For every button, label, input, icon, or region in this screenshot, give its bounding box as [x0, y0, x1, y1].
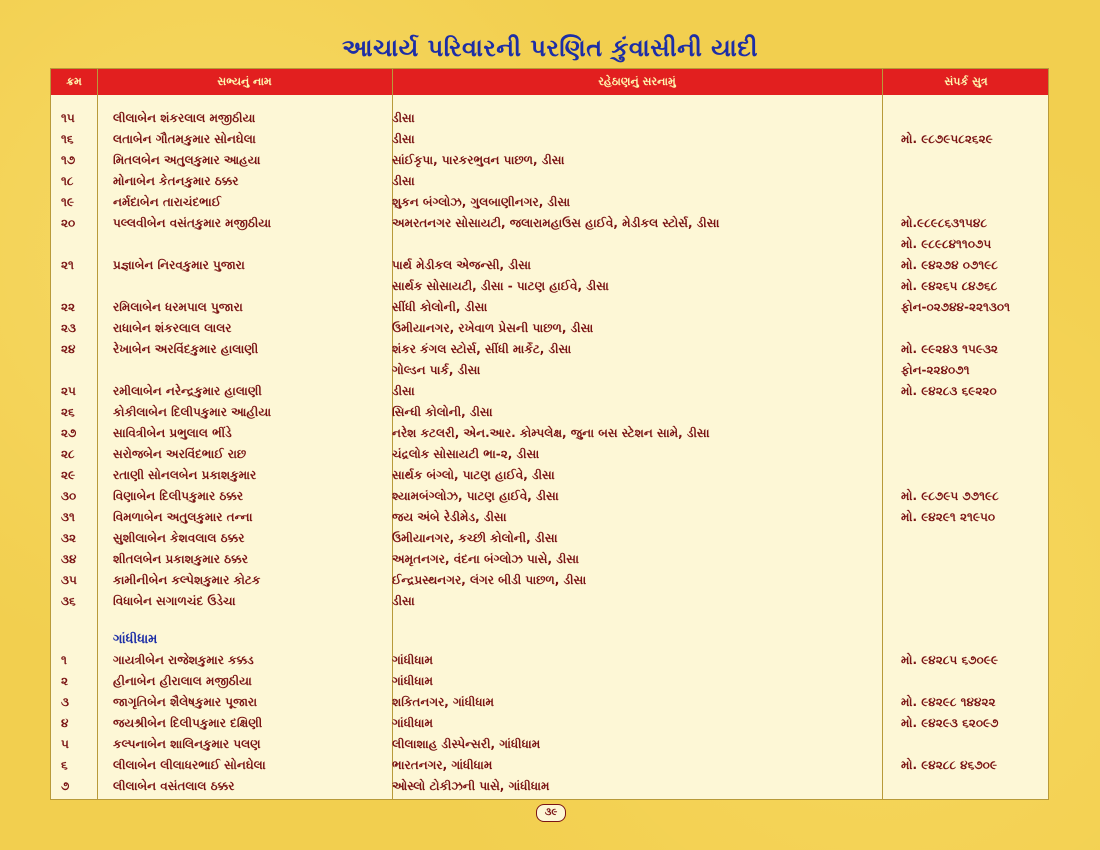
table-row: [51, 445, 1048, 466]
header-name: સભ્યનું નામ: [217, 75, 272, 88]
row-number: ૭: [61, 779, 70, 793]
header-address: રહેઠાણનું સરનામું: [598, 75, 676, 88]
member-name: મિતલબેન અતુલકુમાર આહયા: [113, 153, 261, 167]
member-name: નર્મદાબેન તારાચંદભાઈ: [113, 195, 221, 209]
row-number: ૩૬: [61, 594, 76, 608]
row-number: ૨૬: [61, 405, 75, 419]
table-row: [51, 382, 1048, 403]
table-row: [51, 508, 1048, 529]
member-address: શંકર કંગલ સ્ટોર્સ, સીંધી માર્કેટ, ડીસા: [392, 342, 572, 356]
member-address: ગોલ્ડન પાર્ક, ડીસા: [392, 363, 481, 377]
row-number: ૧૬: [61, 132, 74, 146]
table-row: [51, 529, 1048, 550]
table-row: [51, 571, 1048, 592]
row-number: ૧૫: [61, 111, 75, 125]
table-row: [51, 361, 1048, 382]
table-row: [51, 714, 1048, 735]
member-name: મોનાબેન કેતનકુમાર ઠક્કર: [113, 174, 239, 188]
row-number: ૨૦: [61, 216, 76, 230]
member-name: ગાયત્રીબેન રાજેશકુમાર કક્કડ: [113, 653, 254, 667]
member-contact: મો. ૯૪૨૬૫ ૮૪૭૬૮: [901, 279, 998, 293]
member-address: શકિતનગર, ગાંધીધામ: [392, 695, 494, 709]
member-contact: મો. ૯૮૭૯૫ ૭૭૧૯૮: [901, 489, 999, 503]
member-name: રેખાબેન અરવિંદકુમાર હાલાણી: [113, 342, 259, 356]
member-name: સરોજબેન અરવિંદભાઈ રાછ: [113, 447, 247, 461]
row-number: ૩૫: [61, 573, 77, 587]
member-address: ભારતનગર, ગાંધીધામ: [392, 758, 493, 772]
member-name: વિધાબેન સગાળચંદ ઉડેચા: [113, 594, 236, 608]
member-contact: મો. ૯૮૭૯૫૮૨૬૨૯: [901, 132, 993, 146]
header-contact: સંપર્ક સુત્ર: [944, 75, 988, 88]
page-number: ૩૯: [536, 804, 566, 822]
member-contact: મો. ૯૪૨૮૩ ૬૯૨૨૦: [901, 384, 997, 398]
member-contact: ફોન-૦૨૭૪૪-૨૨૧૩૦૧: [901, 300, 1011, 314]
member-name: હીનાબેન હીરાલાલ મજીઠીયા: [113, 674, 252, 688]
member-contact: મો. ૯૪૨૮૮ ૪૬૭૦૯: [901, 758, 998, 772]
member-contact: મો.૯૮૯૮૬૩૧૫૪૮: [901, 216, 987, 230]
table-row: [51, 466, 1048, 487]
member-name: રમિલાબેન ધરમપાલ પુજારા: [113, 300, 243, 314]
table-row: [51, 214, 1048, 235]
member-address: ડીસા: [392, 384, 415, 398]
table-row: [51, 172, 1048, 193]
table-row: [51, 403, 1048, 424]
row-number: ૫: [61, 737, 69, 751]
header-no: ક્રમ: [66, 75, 82, 88]
row-number: ૩૦: [61, 489, 77, 503]
table-row: [51, 298, 1048, 319]
member-contact: મો. ૯૪૨૭૪ ૦૭૧૯૮: [901, 258, 998, 272]
member-name: પ્રજ્ઞાબેન નિરવકુમાર પુજારા: [113, 258, 245, 272]
row-number: ૨૧: [61, 258, 74, 272]
member-address: ઉમીયાનગર, રખેવાળ પ્રેસની પાછળ, ડીસા: [392, 321, 594, 335]
member-name: જયશ્રીબેન દિલીપકુમાર દક્ષિણી: [113, 716, 263, 730]
member-address: શુકન બંગ્લોઝ, ગુલબાણીનગર, ડીસા: [392, 195, 571, 209]
row-number: ૩૪: [61, 552, 77, 566]
member-name: કોકીલાબેન દિલીપકુમાર આહીયા: [113, 405, 272, 419]
member-name: રાધાબેન શંકરલાલ લાલર: [113, 321, 232, 335]
member-contact: મો. ૯૮૯૮૪૧૧૦૭૫: [901, 237, 992, 251]
member-address: સાંઈકૃપા, પારકરભુવન પાછળ, ડીસા: [392, 153, 565, 167]
row-number: ૩૨: [61, 531, 77, 545]
member-address: ડીસા: [392, 111, 415, 125]
row-number: ૩: [61, 695, 69, 709]
member-contact: મો. ૯૪૨૯૩ ૬૨૦૯૭: [901, 716, 999, 730]
table-row: [51, 340, 1048, 361]
member-name: સુશીલાબેન કેશવલાલ ઠક્કર: [113, 531, 245, 545]
member-name: શીતલબેન પ્રકાશકુમાર ઠક્કર: [113, 552, 248, 566]
member-name: લતાબેન ગૌતમકુમાર સોનઘેલા: [113, 132, 256, 146]
member-name: રમીલાબેન નરેન્દ્રકુમાર હાલાણી: [113, 384, 262, 398]
row-number: ૨૯: [61, 468, 76, 482]
member-address: ડીસા: [392, 132, 415, 146]
member-name: લીલાબેન લીલાધરભાઈ સોનઘેલા: [113, 758, 266, 772]
member-address: ડીસા: [392, 594, 415, 608]
member-address: સિન્ધી કોલોની, ડીસા: [392, 405, 493, 419]
table-row: [51, 550, 1048, 571]
member-address: ચંદ્રલોક સોસાયટી ભા-૨, ડીસા: [392, 447, 540, 461]
member-address: જય અંબે રેડીમેડ, ડીસા: [392, 510, 507, 524]
member-contact: મો. ૯૯૨૪૩ ૧૫૯૩૨: [901, 342, 998, 356]
member-address: ઓસ્લો ટોકીઝની પાસે, ગાંધીધામ: [392, 779, 550, 793]
row-number: ૨૭: [61, 426, 77, 440]
row-number: ૨૩: [61, 321, 77, 335]
row-number: ૩૧: [61, 510, 75, 524]
member-address: ઈન્દ્રપ્રસ્થનગર, લંગર બીડી પાછળ, ડીસા: [392, 573, 587, 587]
row-number: ૧૯: [61, 195, 74, 209]
member-name: લીલાબેન શંકરલાલ મજીઠીયા: [113, 111, 256, 125]
member-contact: મો. ૯૪૨૯૮ ૧૪૪૨૨: [901, 695, 996, 709]
member-name: કામીનીબેન કલ્પેશકુમાર કોટક: [113, 573, 261, 587]
member-address: ગાંધીધામ: [392, 716, 433, 730]
table-row: [51, 277, 1048, 298]
member-address: સાર્થક સોસાયટી, ડીસા - પાટણ હાઈવે, ડીસા: [392, 279, 609, 293]
member-address: ગાંધીધામ: [392, 674, 433, 688]
section-heading: ગાંધીધામ: [113, 632, 158, 647]
member-address: નરેશ કટલરી, એન.આર. કોમ્પલેક્ષ, જુના બસ સ્ટેશન સામે, ડીસા: [392, 426, 710, 440]
member-table: [50, 68, 1049, 800]
table-row: [51, 592, 1048, 613]
table-row: [51, 672, 1048, 693]
member-address: ઉમીયાનગર, કચ્છી કોલોની, ડીસા: [392, 531, 558, 545]
row-number: ૨૮: [61, 447, 75, 461]
member-name: વિમળાબેન અતુલકુમાર તન્ના: [113, 510, 253, 524]
row-number: ૨૫: [61, 384, 76, 398]
member-contact: મો. ૯૪૨૯૧ ૨૧૯૫૦: [901, 510, 996, 524]
page-title: આચાર્ય પરિવારની પરણિત કુંવાસીની યાદી: [342, 34, 758, 62]
row-number: ૧૭: [61, 153, 76, 167]
member-name: લીલાબેન વસંતલાલ ઠક્કર: [113, 779, 235, 793]
member-contact: ફોન-૨૨૪૦૭૧: [901, 363, 970, 377]
table-row: [51, 235, 1048, 256]
row-number: ૨: [61, 674, 69, 688]
row-number: ૧૮: [61, 174, 74, 188]
member-name: પલ્લવીબેન વસંતકુમાર મજીઠીયા: [113, 216, 272, 230]
member-address: અમરતનગર સોસાયટી, જલારામહાઉસ હાઈવે, મેડીકલ સ્ટોર્સ, ડીસા: [392, 216, 720, 230]
member-address: અમૃતનગર, વંદના બંગ્લોઝ પાસે, ડીસા: [392, 552, 579, 566]
section-row: [51, 630, 1048, 651]
member-name: કલ્પનાબેન શાલિનકુમાર પલણ: [113, 737, 261, 751]
member-address: સાર્થક બંગ્લો, પાટણ હાઈવે, ડીસા: [392, 468, 555, 482]
row-number: ૨૨: [61, 300, 76, 314]
table-row: [51, 756, 1048, 777]
member-contact: મો. ૯૪૨૮૫ ૬૭૦૯૯: [901, 653, 998, 667]
table-row: [51, 487, 1048, 508]
row-number: ૪: [61, 716, 69, 730]
member-address: શ્યામબંગ્લોઝ, પાટણ હાઈવે, ડીસા: [392, 489, 559, 503]
member-name: રતાણી સોનલબેન પ્રકાશકુમાર: [113, 468, 257, 482]
table-row: [51, 193, 1048, 214]
table-row: [51, 151, 1048, 172]
table-row: [51, 735, 1048, 756]
member-address: સીંધી કોલોની, ડીસા: [392, 300, 488, 314]
member-address: ડીસા: [392, 174, 415, 188]
table-row: [51, 424, 1048, 445]
member-address: લીલાશાહ ડીસ્પેન્સરી, ગાંધીધામ: [392, 737, 541, 751]
member-name: સાવિત્રીબેન પ્રભુલાલ ભીંડે: [113, 426, 232, 440]
table-row: [51, 651, 1048, 672]
row-number: ૧: [61, 653, 67, 667]
member-name: વિણાબેન દિલીપકુમાર ઠક્કર: [113, 489, 244, 503]
table-row: [51, 319, 1048, 340]
member-name: જાગૃતિબેન શૈલેષકુમાર પૂજારા: [113, 695, 258, 709]
row-number: ૬: [61, 758, 68, 772]
member-address: ગાંધીધામ: [392, 653, 433, 667]
table-header: [51, 69, 1048, 95]
row-number: ૨૪: [61, 342, 76, 356]
table-row: [51, 777, 1048, 798]
table-row: [51, 109, 1048, 130]
table-row: [51, 130, 1048, 151]
table-row: [51, 693, 1048, 714]
table-row: [51, 256, 1048, 277]
member-address: પાર્થ મેડીકલ એજન્સી, ડીસા: [392, 258, 531, 272]
